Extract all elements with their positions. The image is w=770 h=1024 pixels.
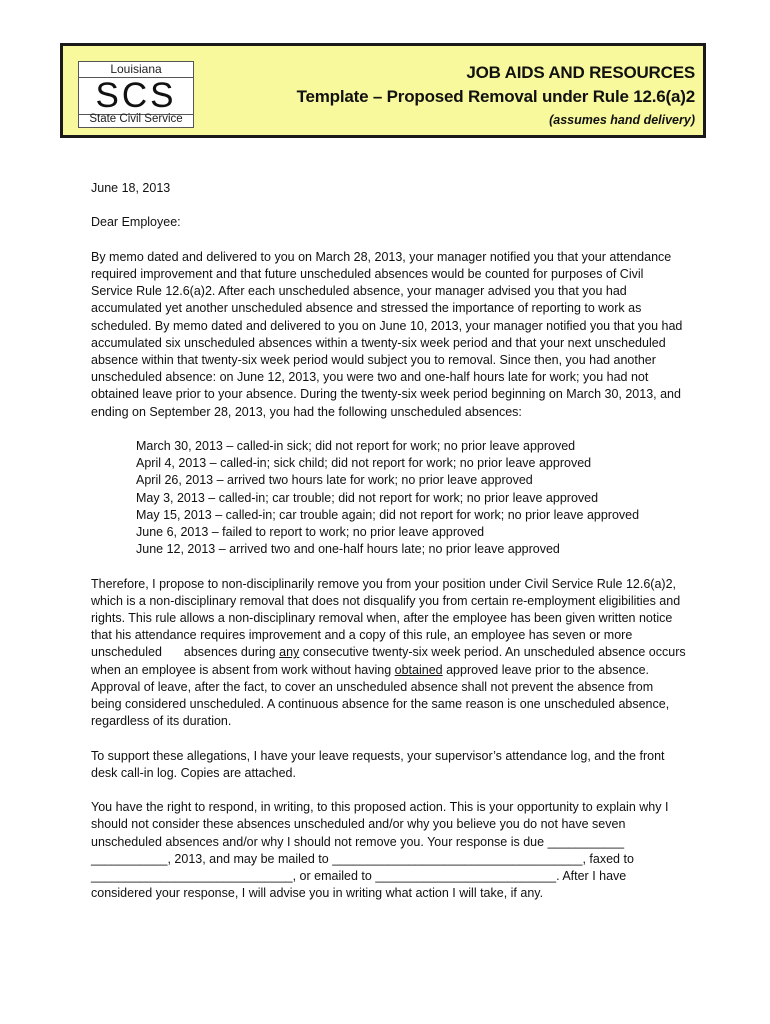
paragraph-notice-history: By memo dated and delivered to you on March 28, 2013, your manager notified you that your attendance required improvement and that future unscheduled absences would be counted for purposes of Civil Service Rule 12.6(a)2. After each unscheduled absence, your manager advised you that you had accumulated yet another unscheduled absence and stressed the importance of reporting to work as scheduled. By memo dated and delivered to you on June 10, 2013, your manager notified you that you had accumulated six unscheduled absences within a twenty-six week period and that your next unscheduled absence within that twenty-six week period would subject you to removal. Since then, you had another unscheduled absence: on June 12, 2013, you were two and one-half hours late for work; you had not obtained leave prior to your absence. During the twenty-six week period beginning on March 30, 2013, and ending on September 28, 2013, you had the following unscheduled absences: xyxy=(91,249,683,419)
removal-text-1: Therefore, I propose to non-disciplinarily remove you from your position under Civil Service Rule 12.6(a)2, which is a non-disciplinary removal that does not disqualify you from certain re-employment eligibilities and rights. This rule allows a non-disciplinary removal when, after the employee has been given written notice that his attendance requires improvement and a copy of this rule, an employee has seven or more unscheduled xyxy=(91,576,681,660)
paragraph-right-to-respond xyxy=(91,799,687,902)
document-title: Template – Proposed Removal under Rule 12.6(a)2 xyxy=(296,87,695,106)
absence-list xyxy=(136,438,687,558)
scs-logo xyxy=(78,61,194,128)
absence-item: June 12, 2013 – arrived two and one-half hours late; no prior leave approved xyxy=(136,542,560,557)
absence-item: May 3, 2013 – called-in; car trouble; did not report for work; no prior leave approved xyxy=(136,490,599,505)
due-date-blank: ___________ ___________ xyxy=(91,834,625,866)
email-address-blank: __________________________ xyxy=(375,869,557,884)
respond-text-4: , or emailed to xyxy=(292,869,372,884)
respond-text-3: , faxed to xyxy=(582,851,634,866)
respond-text-1: You have the right to respond, in writing, to this proposed action. This is your opportunity to explain why I should not consider these absences unscheduled and/or why you believe you do not have seven unscheduled absences and/or why I should not remove you. Your response is due xyxy=(91,800,669,849)
removal-text-3: consecutive twenty-six week period. An unscheduled absence occurs when an employee is absent from work without having xyxy=(91,645,686,677)
logo-state-text: Louisiana xyxy=(110,62,162,76)
letter-body xyxy=(91,180,687,920)
removal-text-4: approved leave prior to the absence. Approval of leave, after the fact, to cover an unscheduled absence shall not prevent the absence from being considered unscheduled. A continuous absence for the same reason is one unscheduled absence, regardless of its duration. xyxy=(91,662,670,729)
absence-item: June 6, 2013 – failed to report to work; no prior leave approved xyxy=(136,525,485,540)
paragraph-proposed-removal xyxy=(91,576,687,731)
title-block xyxy=(297,61,695,131)
document-category-title: JOB AIDS AND RESOURCES xyxy=(466,63,695,82)
letter-date: June 18, 2013 xyxy=(91,181,171,195)
respond-text-5: . After I have considered your response, I will advise you in writing what action I will take, if any. xyxy=(91,869,627,901)
mail-address-blank: ____________________________________ xyxy=(332,851,583,866)
absence-item: April 4, 2013 – called-in; sick child; did not report for work; no prior leave approved xyxy=(136,456,592,471)
removal-text-2: absences during xyxy=(183,645,276,660)
logo-agency-text: State Civil Service xyxy=(89,113,183,125)
fax-number-blank: _____________________________ xyxy=(91,869,293,884)
document-subtitle: (assumes hand delivery) xyxy=(549,113,695,127)
absence-item: May 15, 2013 – called-in; car trouble again; did not report for work; no prior leave approved xyxy=(136,507,640,522)
logo-scs-text: SCS xyxy=(79,77,193,115)
absence-item: April 26, 2013 – arrived two hours late for work; no prior leave approved xyxy=(136,473,533,488)
letter-salutation: Dear Employee: xyxy=(91,215,181,230)
header-banner xyxy=(60,43,706,138)
paragraph-supporting-evidence: To support these allegations, I have your leave requests, your supervisor’s attendance log, and the front desk call-in log. Copies are attached. xyxy=(91,748,665,780)
respond-text-2: , 2013, and may be mailed to xyxy=(167,851,329,866)
underlined-obtained: obtained xyxy=(394,662,443,677)
underlined-any: any xyxy=(279,645,300,660)
absence-item: March 30, 2013 – called-in sick; did not report for work; no prior leave approved xyxy=(136,439,576,453)
